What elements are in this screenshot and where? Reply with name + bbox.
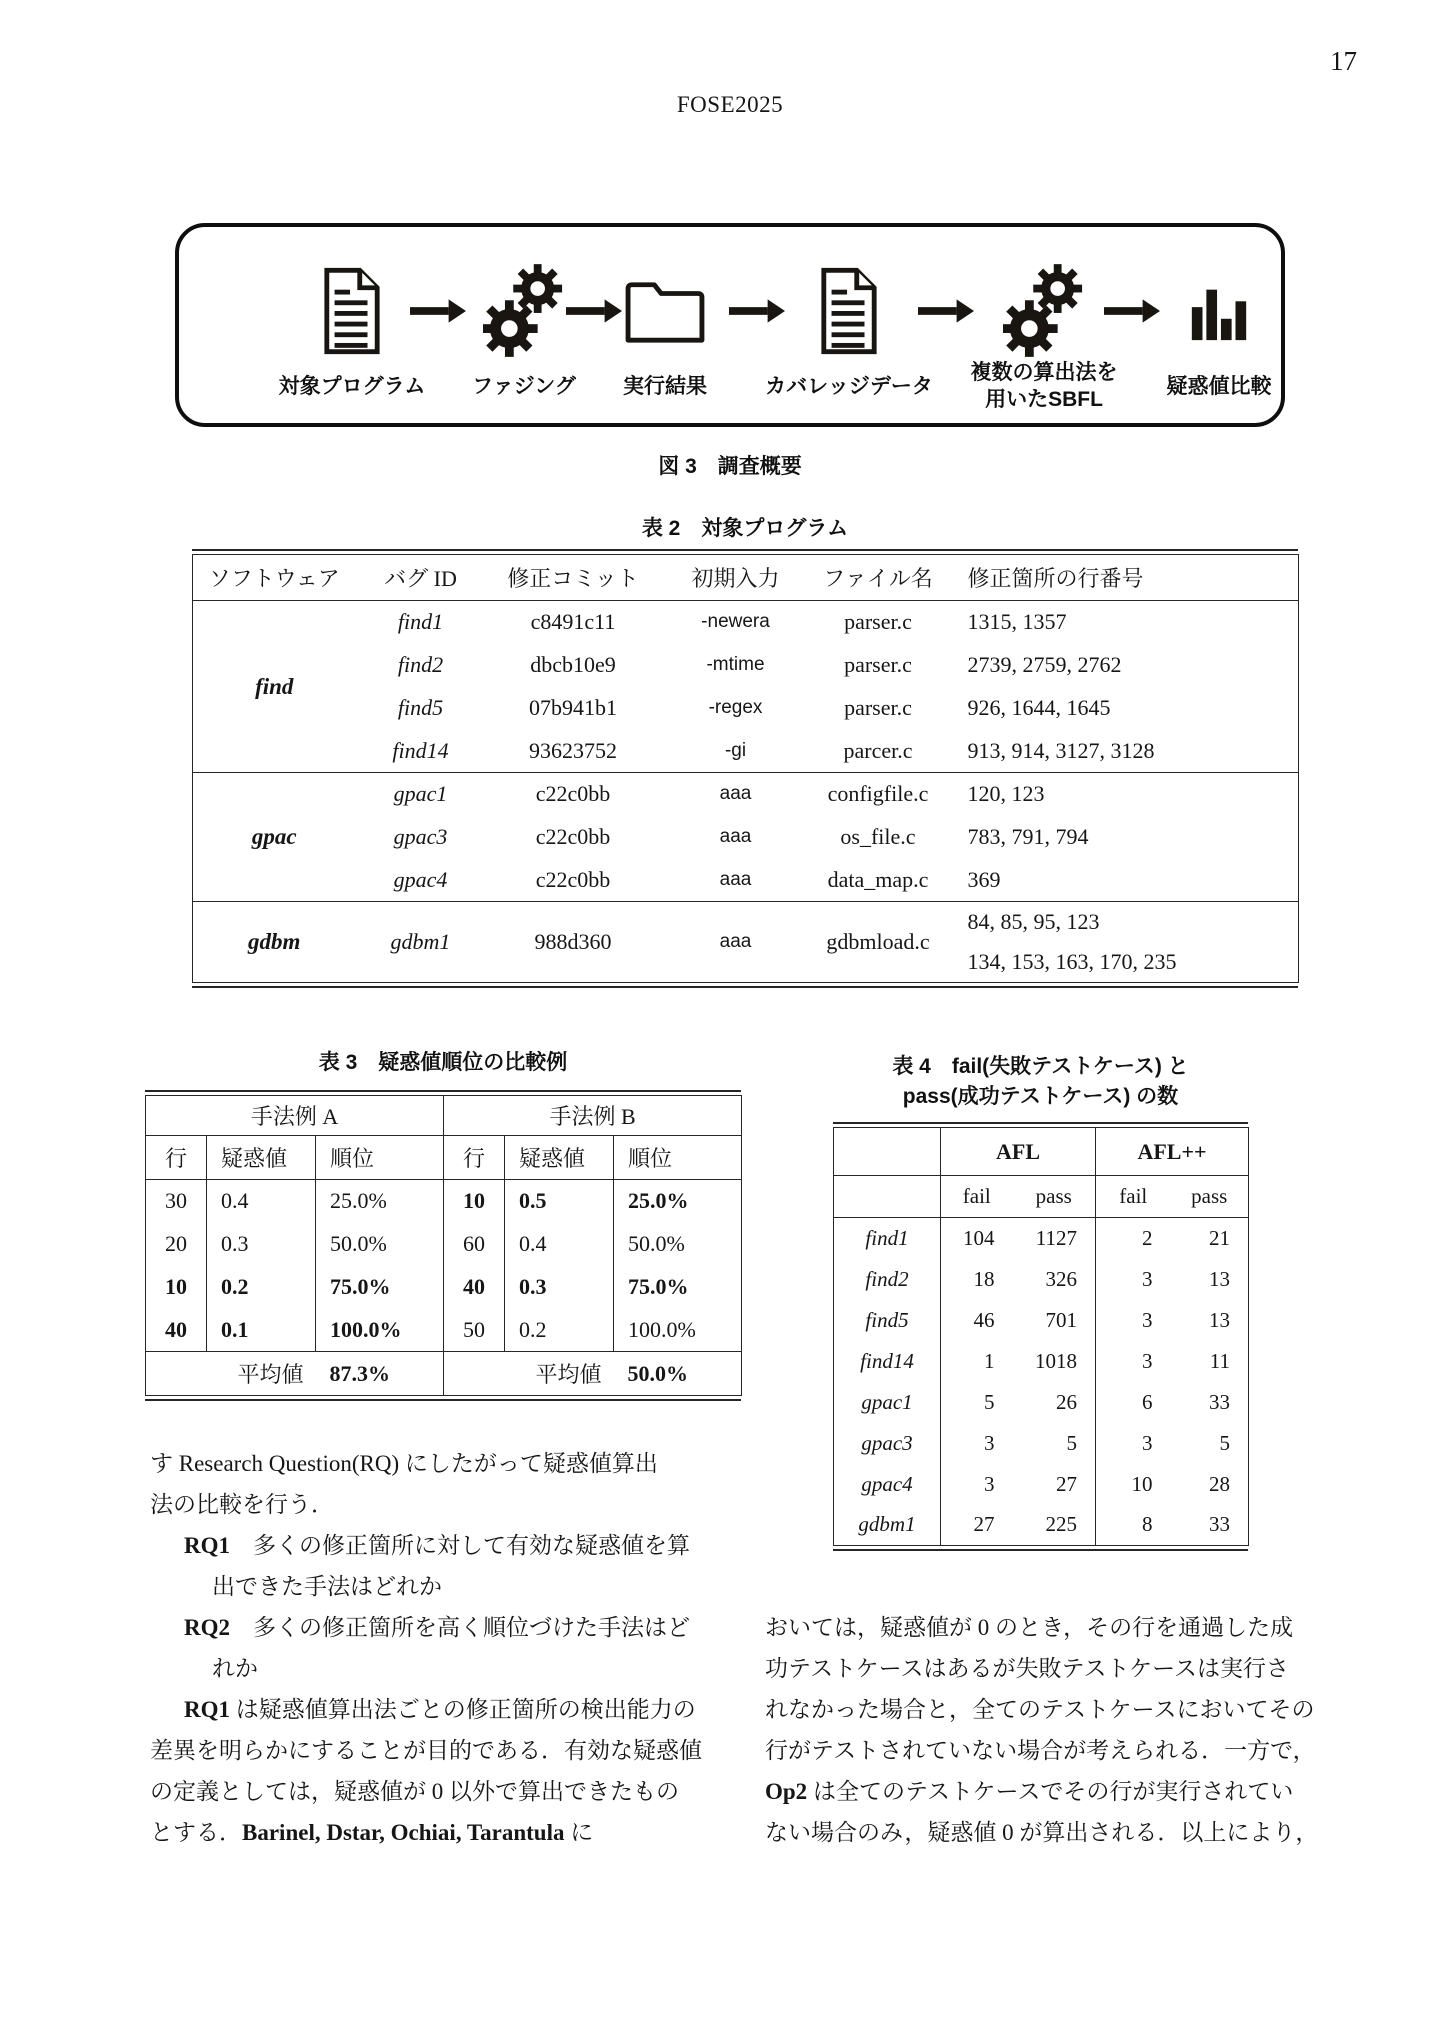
table3-cell: 60	[444, 1223, 505, 1266]
table4-cell: 3	[1096, 1423, 1171, 1464]
table2-cell-lines: 926, 1644, 1645	[967, 695, 1111, 720]
text-segment: ない場合のみ，疑惑値 0 が算出される．以上により，	[765, 1820, 1319, 1845]
table4-subheader-fail: fail	[1096, 1176, 1171, 1218]
table2-cell-bugid: find1	[397, 609, 444, 635]
table4-row	[834, 1382, 1249, 1423]
table2-cell-lines: 1315, 1357	[967, 609, 1067, 635]
text-segment: 功テストケースはあるが失敗テストケースは実行さ	[765, 1656, 1289, 1681]
text-line	[765, 1689, 1317, 1730]
text-segment: れなかった場合と，全てのテストケースにおいてその	[765, 1697, 1315, 1722]
table3-group-header-row	[146, 1096, 742, 1136]
table2-cell-lines: 120, 123	[946, 773, 1299, 816]
table4-sub-header-row	[834, 1176, 1249, 1218]
table2-cell-lines: 369	[967, 866, 1001, 892]
table4-subheader-pass: pass	[1013, 1176, 1096, 1218]
table3-cell: 40	[165, 1316, 187, 1342]
table2-row	[193, 902, 1299, 983]
table3-caption: 表 3 疑惑値順位の比較例	[318, 1051, 568, 1074]
emphasized-text: RQ1	[184, 1533, 230, 1558]
program-label: gdbm1	[858, 1512, 916, 1537]
table4-cell: 1018	[1035, 1348, 1077, 1373]
program-label: gpac1	[861, 1389, 913, 1414]
table2-target-programs	[192, 549, 1298, 988]
text-segment: 多くの修正箇所に対して有効な疑惑値を算	[230, 1533, 690, 1558]
text-segment: 行がテストされていない場合が考えられる．一方で，	[765, 1738, 1316, 1763]
table2-cell-bugid: gpac1	[356, 773, 486, 816]
table3-subheader-line: 行	[146, 1136, 207, 1180]
table3-cell: 100.0%	[316, 1309, 444, 1352]
table4-cell: 701	[1045, 1307, 1077, 1332]
table3-subheader-line: 行	[444, 1136, 505, 1180]
table4-aflpp-header: AFL++	[1096, 1128, 1249, 1176]
table4-cell: 2	[1096, 1218, 1171, 1259]
table4-caption	[833, 1052, 1248, 1112]
text-line	[150, 1443, 702, 1484]
table3-sub-header-row	[146, 1136, 742, 1180]
average-value-b: 50.0%	[614, 1352, 742, 1396]
software-name: gdbm	[193, 902, 356, 983]
figure-caption: 図 3 調査概要	[658, 455, 802, 478]
page-number: 17	[1330, 46, 1357, 76]
table4-cell: 27	[1056, 1471, 1077, 1496]
arrow-right-icon	[1104, 299, 1160, 328]
table2-cell-commit: dbcb10e9	[530, 652, 616, 677]
table2-cell-commit: c8491c11	[530, 609, 616, 635]
text-line	[765, 1771, 1317, 1812]
table4-subheader-fail: fail	[941, 1176, 1013, 1218]
program-label: find1	[865, 1225, 909, 1250]
text-line	[150, 1648, 702, 1689]
table3-cell: 0.4	[505, 1223, 614, 1266]
table3-cell: 10	[444, 1180, 505, 1223]
table2-header-input: 初期入力	[661, 555, 811, 601]
text-segment: 多くの修正箇所を高く順位づけた手法はど	[230, 1615, 690, 1640]
text-segment: は全てのテストケースでその行が実行されてい	[807, 1779, 1294, 1804]
arrow-right-icon	[410, 299, 466, 328]
table3-cell: 50.0%	[614, 1223, 742, 1266]
table3-cell: 0.3	[207, 1223, 316, 1266]
table2-row	[193, 816, 1299, 859]
table4-cell: 225	[1045, 1512, 1077, 1537]
table2-cell-commit: c22c0bb	[486, 773, 661, 816]
table4-cell: 3	[1096, 1300, 1171, 1341]
table4-tool-header-row	[834, 1128, 1249, 1176]
emphasized-text: Op2	[765, 1779, 808, 1804]
table2-cell-bugid: gdbm1	[356, 902, 486, 983]
table4-cell: 3	[941, 1423, 1013, 1464]
body-text-left-column	[150, 1443, 702, 1853]
table2-cell-file: parcer.c	[843, 737, 913, 763]
table2-cell-lines: 783, 791, 794	[967, 824, 1089, 849]
table2-cell-file: parser.c	[844, 695, 912, 720]
table4-row	[834, 1464, 1249, 1505]
folder-icon	[605, 261, 725, 361]
average-value-a: 87.3%	[316, 1352, 444, 1396]
table4-cell: 18	[941, 1259, 1013, 1300]
emphasized-text: RQ1	[184, 1697, 230, 1722]
table2-cell-bugid: find5	[397, 695, 444, 720]
table2-row	[193, 644, 1299, 687]
table4-row	[834, 1300, 1249, 1341]
text-line	[150, 1689, 702, 1730]
figure-step-label: 対象プログラム	[278, 375, 426, 398]
table3-rank-comparison	[145, 1090, 741, 1401]
table4-cell: 27	[941, 1505, 1013, 1546]
figure-step-label: ファジング	[472, 375, 576, 398]
table3-method-b-header: 手法例 B	[444, 1096, 742, 1136]
table2-cell-file: parser.c	[844, 652, 912, 677]
text-line	[765, 1607, 1317, 1648]
table3-row	[146, 1223, 742, 1266]
table3-subheader-rank: 順位	[316, 1136, 444, 1180]
table4-cell: 5	[1066, 1430, 1077, 1455]
table2-header-commit: 修正コミット	[486, 555, 661, 601]
body-text-right-column	[765, 1607, 1317, 1853]
table4-cell: 3	[1096, 1341, 1171, 1382]
text-segment: 差異を明らかにすることが目的である．有効な疑惑値	[150, 1738, 702, 1763]
table2-row	[193, 687, 1299, 730]
table4-row	[834, 1423, 1249, 1464]
table4-cell: 3	[941, 1464, 1013, 1505]
table3-subheader-score: 疑惑値	[207, 1136, 316, 1180]
table4-empty-corner	[834, 1176, 941, 1218]
table2-cell-bugid: gpac3	[393, 824, 448, 849]
table4-row	[834, 1505, 1249, 1546]
arrow-right-icon	[566, 299, 622, 328]
document-icon	[789, 261, 909, 361]
table4-afl-header: AFL	[941, 1128, 1096, 1176]
table3-subheader-score: 疑惑値	[505, 1136, 614, 1180]
table4-cell: 1127	[1035, 1225, 1077, 1250]
table4-row	[834, 1259, 1249, 1300]
figure-step-label: カバレッジデータ	[765, 375, 933, 398]
table2-header-software: ソフトウェア	[193, 555, 356, 601]
table4-cell: 104	[941, 1218, 1013, 1259]
table4-cell: 11	[1209, 1348, 1231, 1373]
table3-cell: 25.0%	[614, 1180, 742, 1223]
text-line	[765, 1730, 1317, 1771]
table2-cell-commit: c22c0bb	[535, 824, 611, 849]
table4-caption-line1: 表 4 fail(失敗テストケース) と	[892, 1055, 1189, 1078]
table4-cell: 10	[1096, 1464, 1171, 1505]
table2-cell-file: configfile.c	[811, 773, 946, 816]
average-label: 平均値	[146, 1352, 316, 1396]
table2-cell-bugid: gpac4	[393, 866, 448, 892]
table3-cell: 20	[165, 1231, 187, 1256]
text-line	[150, 1525, 702, 1566]
text-segment: れか	[212, 1656, 258, 1681]
table2-cell-input: aaa	[719, 868, 752, 890]
table3-row	[146, 1180, 742, 1223]
text-line	[150, 1730, 702, 1771]
text-line	[150, 1771, 702, 1812]
table3-cell: 0.4	[207, 1180, 316, 1223]
emphasized-text: Barinel, Dstar, Ochiai, Tarantula	[242, 1820, 565, 1845]
table3-cell: 100.0%	[614, 1309, 742, 1352]
table2-cell-input: -mtime	[706, 654, 765, 675]
table2-cell-lines: 2739, 2759, 2762	[967, 652, 1122, 677]
table3-subheader-rank: 順位	[614, 1136, 742, 1180]
table3-cell: 50	[444, 1309, 505, 1352]
text-line	[150, 1566, 702, 1607]
table2-cell-bugid: find2	[397, 652, 444, 677]
bar-chart-icon	[1159, 261, 1279, 361]
text-line	[150, 1484, 702, 1525]
table2-cell-lines: 913, 914, 3127, 3128	[967, 737, 1155, 763]
table4-cell: 326	[1045, 1266, 1077, 1291]
table3-cell: 0.5	[505, 1180, 614, 1223]
figure-step-label: 疑惑値比較	[1166, 375, 1272, 398]
program-label: gpac3	[861, 1430, 913, 1455]
table4-cell: 13	[1209, 1307, 1231, 1332]
table3-cell: 75.0%	[316, 1266, 444, 1309]
program-label: find2	[865, 1266, 909, 1291]
average-label: 平均値	[444, 1352, 614, 1396]
software-name: find	[255, 673, 294, 699]
table2-caption: 表 2 対象プログラム	[641, 517, 849, 540]
text-segment: 法の比較を行う．	[150, 1492, 334, 1517]
table3-average-row	[146, 1352, 742, 1396]
table4-cell: 33	[1209, 1512, 1231, 1537]
table4-cell: 21	[1209, 1225, 1231, 1250]
table3-cell: 40	[444, 1266, 505, 1309]
table2-cell-input: aaa	[661, 902, 811, 983]
table2-cell-file: gdbmload.c	[811, 902, 946, 983]
table3-cell: 0.3	[505, 1266, 614, 1309]
table2-cell-commit: 07b941b1	[529, 695, 617, 720]
table4-subheader-pass: pass	[1171, 1176, 1249, 1218]
table3-cell: 75.0%	[614, 1266, 742, 1309]
table2-cell-lines: 84, 85, 95, 123 134, 153, 163, 170, 235	[946, 902, 1299, 983]
figure-step-label: 複数の算出法を 用いたSBFL	[970, 361, 1118, 411]
table4-fail-pass-counts	[833, 1122, 1248, 1551]
program-label: gpac4	[861, 1471, 913, 1496]
table2-row	[193, 859, 1299, 902]
table4-cell: 33	[1209, 1389, 1231, 1414]
text-segment: は疑惑値算出法ごとの修正箇所の検出能力の	[230, 1697, 696, 1722]
text-segment: に	[564, 1820, 594, 1845]
text-line	[150, 1812, 702, 1853]
table2-header-file: ファイル名	[811, 555, 946, 601]
arrow-right-icon	[729, 299, 785, 328]
text-segment: す Research Question(RQ) にしたがって疑惑値算出	[150, 1451, 658, 1476]
table2-row	[193, 730, 1299, 773]
table4-row	[834, 1218, 1249, 1259]
overview-figure	[175, 223, 1285, 427]
text-segment: おいては，疑惑値が 0 のとき，その行を通過した成	[765, 1615, 1294, 1640]
table2-cell-bugid: find14	[392, 737, 449, 763]
table3-row	[146, 1266, 742, 1309]
program-label: find5	[865, 1307, 909, 1332]
table2-cell-input: aaa	[661, 773, 811, 816]
table2-cell-file: parser.c	[844, 609, 912, 635]
table2-row	[193, 773, 1299, 816]
table3-row	[146, 1309, 742, 1352]
table4-cell: 26	[1056, 1389, 1077, 1414]
table3-cell: 50.0%	[316, 1223, 444, 1266]
table2-cell-commit: c22c0bb	[535, 866, 611, 892]
table2-cell-input: -regex	[708, 697, 763, 718]
table3-cell: 25.0%	[316, 1180, 444, 1223]
table2-cell-commit: 988d360	[486, 902, 661, 983]
table4-cell: 13	[1209, 1266, 1231, 1291]
table3-cell: 0.2	[505, 1309, 614, 1352]
text-line	[150, 1607, 702, 1648]
table2-header-bug-id: バグ ID	[356, 555, 486, 601]
venue-header: FOSE2025	[676, 92, 784, 117]
gears-icon	[984, 261, 1104, 361]
text-line	[765, 1812, 1317, 1853]
text-segment: の定義としては，疑惑値が 0 以外で算出できたもの	[150, 1779, 679, 1804]
table3-cell: 0.2	[207, 1266, 316, 1309]
table3-cell: 0.1	[207, 1309, 316, 1352]
table2-cell-input: -gi	[724, 739, 747, 761]
arrow-right-icon	[918, 299, 974, 328]
table4-row	[834, 1341, 1249, 1382]
software-name: gpac	[193, 773, 356, 902]
table4-cell: 46	[941, 1300, 1013, 1341]
table3-cell: 30	[165, 1188, 187, 1214]
emphasized-text: RQ2	[184, 1615, 230, 1640]
table4-caption-line2: pass(成功テストケース) の数	[902, 1085, 1179, 1108]
table2-cell-commit: 93623752	[529, 737, 617, 763]
table2-header-row	[193, 555, 1299, 601]
table4-cell: 1	[941, 1341, 1013, 1382]
table2-cell-input: aaa	[719, 826, 752, 847]
table2-cell-input: -newera	[701, 611, 770, 633]
table4-cell: 3	[1096, 1259, 1171, 1300]
text-segment: 出できた手法はどれか	[212, 1574, 442, 1599]
table4-empty-corner	[834, 1128, 941, 1176]
table4-cell: 8	[1096, 1505, 1171, 1546]
table2-cell-file: data_map.c	[827, 866, 929, 892]
table3-cell: 10	[165, 1274, 187, 1299]
table2-row	[193, 601, 1299, 644]
figure-step-label: 実行結果	[623, 375, 707, 398]
table3-method-a-header: 手法例 A	[146, 1096, 444, 1136]
table4-cell: 5	[941, 1382, 1013, 1423]
text-line	[765, 1648, 1317, 1689]
table4-cell: 6	[1096, 1382, 1171, 1423]
table2-header-lines: 修正箇所の行番号	[946, 555, 1299, 601]
table4-cell: 5	[1219, 1430, 1231, 1455]
table2-cell-file: os_file.c	[840, 824, 916, 849]
text-segment: とする．	[150, 1820, 242, 1845]
program-label: find14	[860, 1348, 914, 1373]
document-icon	[292, 261, 412, 361]
table4-cell: 28	[1209, 1471, 1231, 1496]
